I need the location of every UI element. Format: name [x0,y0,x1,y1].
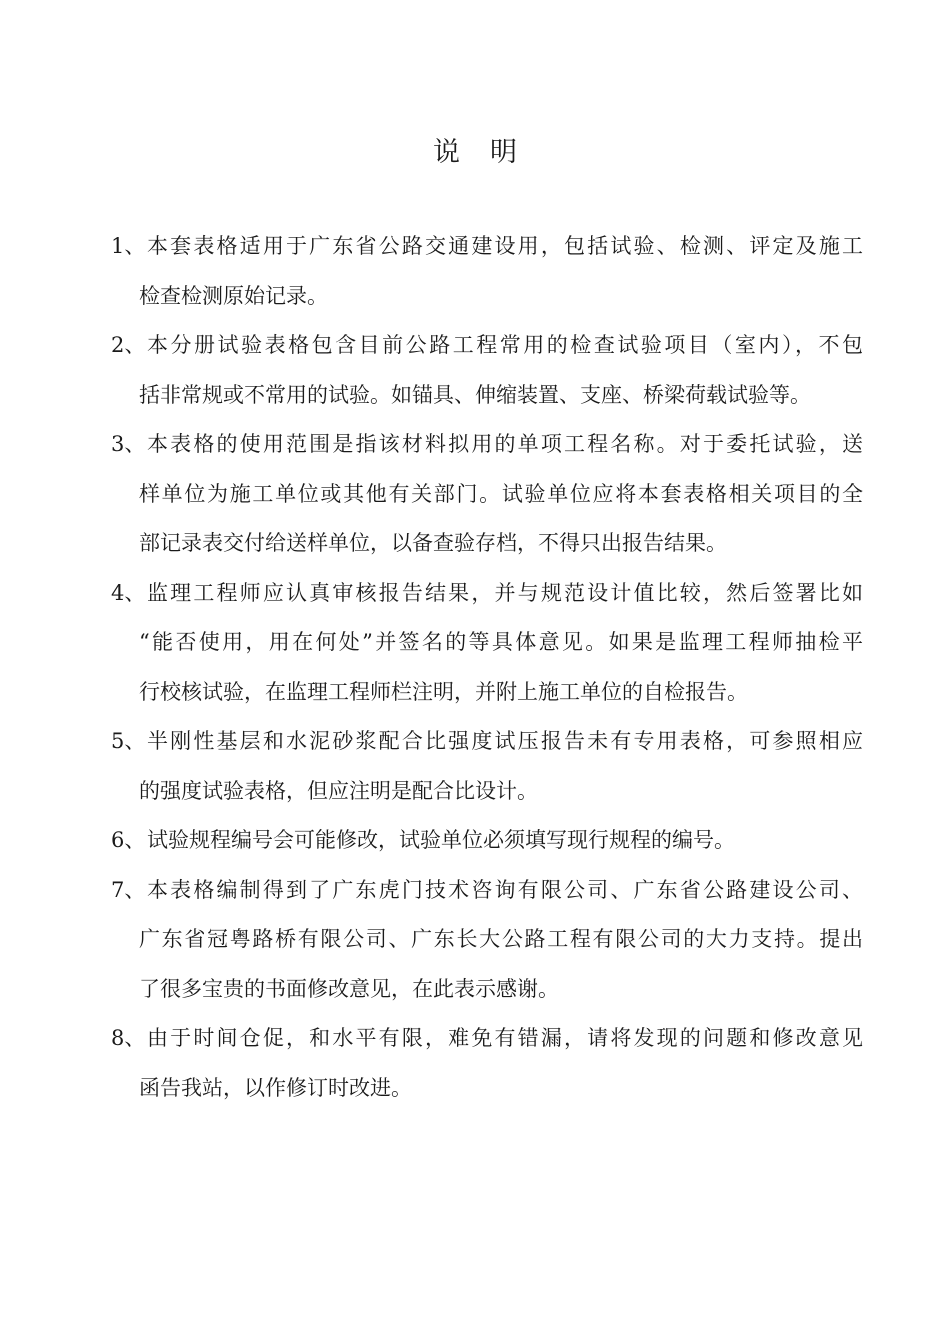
note-line: 括非常规或不常用的试验。如锚具、伸缩装置、支座、桥梁荷载试验等。 [139,382,811,407]
note-2 [111,321,863,420]
note-line: 行校核试验，在监理工程师栏注明，并附上施工单位的自检报告。 [139,679,748,704]
note-line: 部记录表交付给送样单位，以备查验存档，不得只出报告结果。 [139,531,727,555]
note-line: 函告我站，以作修订时改进。 [139,1075,412,1100]
note-line: 半刚性基层和水泥砂浆配合比强度试压报告未有专用表格，可参照相应 [147,729,863,753]
note-3 [111,420,863,569]
note-number: 7、 [111,877,146,902]
note-5 [111,717,863,816]
note-line: 试验规程编号会可能修改，试验单位必须填写现行规程的编号。 [147,828,735,852]
note-line: “能否使用，用在何处”并签名的等具体意见。如果是监理工程师抽检平 [139,630,863,654]
note-line: 广东省冠粤路桥有限公司、广东长大公路工程有限公司的大力支持。提出 [139,927,863,951]
note-line: 由于时间仓促，和水平有限，难免有错漏，请将发现的问题和修改意见 [147,1026,863,1050]
note-line: 监理工程师应认真审核报告结果，并与规范设计值比较，然后签署比如 [147,580,863,605]
note-number: 3、 [111,432,146,456]
note-number: 6、 [111,828,146,852]
note-number: 1、 [111,234,146,258]
note-8 [111,1014,863,1113]
note-number: 8、 [111,1026,146,1050]
note-line: 本表格编制得到了广东虎门技术咨询有限公司、广东省公路建设公司、 [147,877,863,902]
note-number: 4、 [111,580,146,605]
title-char-1: 说 [433,137,460,168]
title-char-2: 明 [490,137,517,168]
note-line: 检查检测原始记录。 [139,283,328,308]
notes-list [111,222,863,1113]
note-line: 本套表格适用于广东省公路交通建设用，包括试验、检测、评定及施工 [147,234,863,258]
note-6 [111,816,863,866]
note-line: 本分册试验表格包含目前公路工程常用的检查试验项目（室内），不包 [147,333,863,357]
note-number: 5、 [111,729,146,753]
note-number: 2、 [111,333,146,357]
page-title [0,130,950,169]
note-line: 样单位为施工单位或其他有关部门。试验单位应将本套表格相关项目的全 [139,481,863,506]
note-1 [111,222,863,321]
note-line: 了很多宝贵的书面修改意见，在此表示感谢。 [139,976,559,1001]
note-line: 本表格的使用范围是指该材料拟用的单项工程名称。对于委托试验，送 [147,432,863,456]
note-4 [111,569,863,718]
note-7 [111,866,863,1015]
note-line: 的强度试验表格，但应注明是配合比设计。 [139,778,538,803]
